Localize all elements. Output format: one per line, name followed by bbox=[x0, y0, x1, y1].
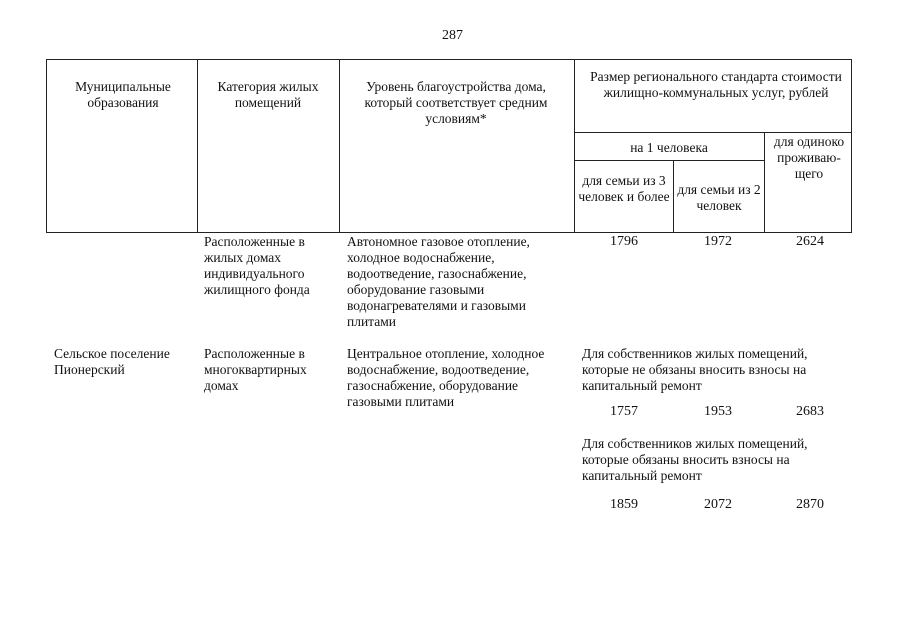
row2-category: Расположенные в многоквартирных домах bbox=[204, 346, 307, 393]
row2-municipality: Сельское поселение Пионерский bbox=[54, 346, 170, 377]
row2-value2-family3: 1859 bbox=[610, 497, 638, 512]
row1-value-family2: 1972 bbox=[704, 234, 732, 249]
header-single: для одиноко проживаю-щего bbox=[773, 134, 845, 181]
row2-value2-family2: 2072 bbox=[704, 497, 732, 512]
row2-value2-single: 2870 bbox=[796, 497, 824, 512]
header-family-2: для семьи из 2 человек bbox=[677, 182, 761, 213]
row1-category: Расположенные в жилых домах индивидуального жилищного фонда bbox=[204, 234, 310, 297]
header-family-3: для семьи из 3 человек и более bbox=[578, 173, 670, 204]
column-divider bbox=[574, 60, 575, 232]
table-header bbox=[46, 59, 852, 233]
row2-value1-single: 2683 bbox=[796, 404, 824, 419]
row-divider bbox=[574, 132, 851, 133]
row1-value-family3: 1796 bbox=[610, 234, 638, 249]
row2-value1-family2: 1953 bbox=[704, 404, 732, 419]
row2-level: Центральное отопление, холодное водоснабжение, водоотведение, газоснабжение, оборудование газовыми плитами bbox=[347, 346, 545, 409]
column-divider bbox=[339, 60, 340, 232]
column-divider bbox=[197, 60, 198, 232]
page-number: 287 bbox=[442, 28, 463, 43]
header-category: Категория жилых помещений bbox=[217, 79, 319, 110]
row2-value1-family3: 1757 bbox=[610, 404, 638, 419]
row-divider bbox=[574, 160, 764, 161]
header-municipal: Муниципальные образования bbox=[75, 79, 171, 110]
header-per-person: на 1 человека bbox=[630, 140, 708, 155]
row1-value-single: 2624 bbox=[796, 234, 824, 249]
column-divider bbox=[673, 160, 674, 232]
column-divider bbox=[764, 132, 765, 232]
row2-note1: Для собственников жилых помещений, которые не обязаны вносить взносы на капитальный ремонт bbox=[582, 346, 808, 393]
row2-note2: Для собственников жилых помещений, которые обязаны вносить взносы на капитальный ремонт bbox=[582, 436, 808, 483]
row1-level: Автономное газовое отопление, холодное водоснабжение, водоотведение, газоснабжение, оборудование газовыми водонагревателями и газовыми плитами bbox=[347, 234, 530, 329]
header-level: Уровень благоустройства дома, который соответствует средним условиям* bbox=[364, 79, 548, 126]
header-standard: Размер регионального стандарта стоимости жилищно-коммунальных услуг, рублей bbox=[590, 69, 842, 100]
